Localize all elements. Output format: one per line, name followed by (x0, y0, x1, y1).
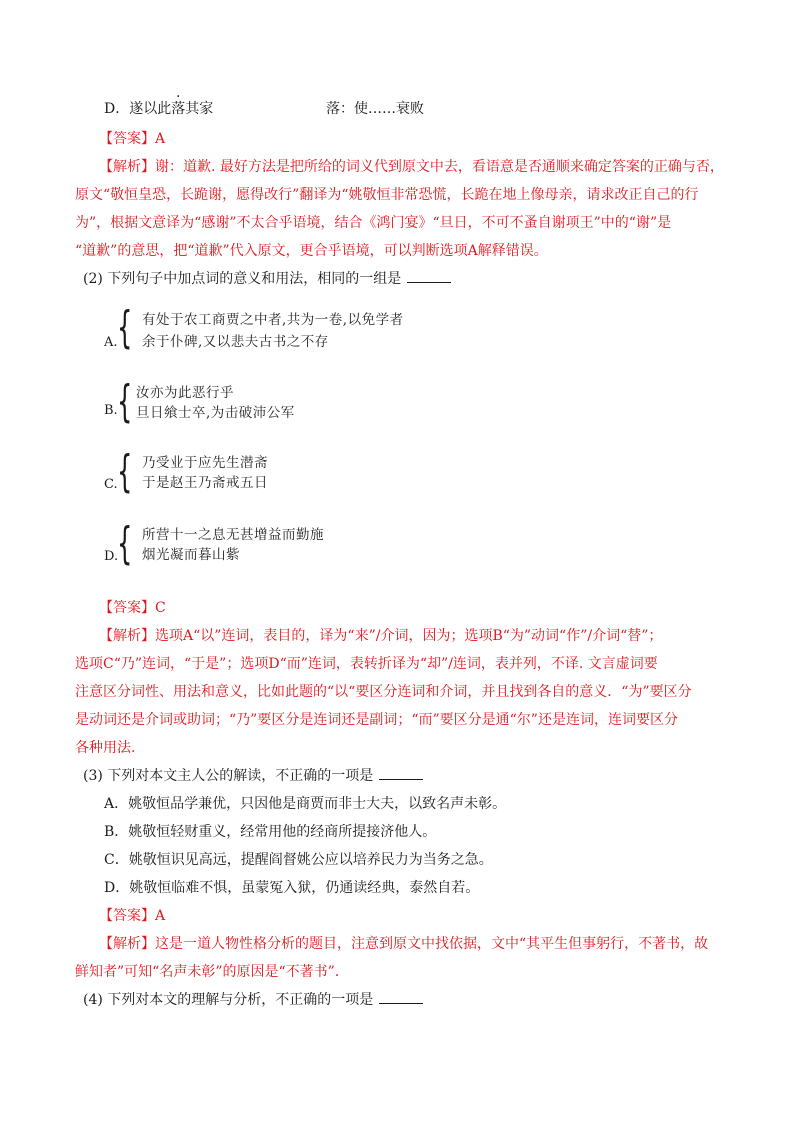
q2-option-d-sentence-1: 所营十一之息无甚增益而勤施 (142, 527, 324, 543)
q4-stem (83, 989, 423, 1011)
analysis-text: 这是一道人物性格分析的题目，注意到原文中找依据，文中“其平生但事躬行，不著书，故 (155, 936, 709, 952)
q2-option-a-sentence-2: 余于仆碑,又以悲夫古书之不存 (142, 334, 329, 350)
analysis-tag: 【解析】 (99, 628, 155, 644)
q3-option-a: A．姚敬恒品学兼优，只因他是商贾而非士大夫，以致名声未彰。 (104, 796, 507, 812)
q3-stem-text: (3) 下列对本文主人公的解读，不正确的一项是 (83, 768, 374, 784)
q3-option-b: B．姚敬恒轻财重义，经常用他的经商所提接济他人。 (104, 824, 437, 840)
q1-analysis-line-4: “道歉”的意思，把“道歉”代入原文，更合乎语境，可以判断选项A解释错误。 (75, 243, 548, 259)
q2-analysis-line-4: 是动词还是介词或助词；“乃”要区分是连词还是副词；“而”要区分是通“尔”还是连词，连词要区分 (75, 712, 678, 728)
answer-value: A (155, 131, 166, 147)
q1-analysis-line-1 (99, 156, 724, 178)
q2-option-d-label: D. (104, 549, 119, 564)
q2-analysis-line-5: 各种用法. (75, 740, 136, 756)
q3-analysis-line-1 (99, 933, 708, 955)
q2-option-b-sentence-2: 旦日飨士卒,为击破沛公军 (136, 405, 295, 421)
q4-stem-text: (4) 下列对本文的理解与分析，不正确的一项是 (83, 992, 374, 1008)
q1-answer (99, 128, 165, 150)
q3-answer (99, 905, 165, 927)
q1-option-d-meaning: 落：使……衰败 (326, 101, 424, 117)
q3-option-c: C．姚敬恒识见高远，提醒阎督姚公应以培养民力为当务之急。 (104, 852, 493, 868)
q2-option-c-label: C. (104, 477, 118, 492)
brace-icon: { (117, 446, 133, 497)
q2-stem-text: (2) 下列句子中加点词的意义和用法，相同的一组是 (83, 271, 402, 287)
q1-option-d-label: D．遂以此 (104, 101, 172, 117)
answer-tag: 【答案】 (99, 600, 155, 616)
analysis-tag: 【解析】 (99, 159, 155, 175)
q2-stem (83, 268, 451, 290)
answer-blank (379, 991, 423, 1004)
answer-blank (407, 270, 451, 283)
q1-option-d-rest: 其家 (185, 101, 214, 117)
analysis-text: 选项A“以”连词，表目的，译为“来”/介词，因为；选项B“为”动词“作”/介词“替”； (155, 628, 663, 644)
q2-option-c-sentence-1: 乃受业于应先生潜斋 (142, 455, 268, 471)
q3-analysis-line-2: 鲜知者”可知“名声未彰”的原因是“不著书”. (75, 964, 340, 980)
q1-analysis-line-3: 为”，根据文意译为“感谢”不太合乎语境，结合《鸿门宴》“旦日，不可不蚤自谢项王”中的“谢”是 (75, 215, 672, 231)
brace-icon: { (117, 376, 133, 427)
q2-option-a-label: A. (104, 335, 118, 350)
q2-analysis-line-3: 注意区分词性、用法和意义，比如此题的“以“要区分连词和介词，并且找到各自的意义．“为”要区分 (75, 684, 692, 700)
q2-option-b-label: B. (104, 403, 118, 418)
q2-answer (99, 597, 166, 619)
q3-option-d: D．姚敬恒临难不惧，虽蒙冤入狱，仍通读经典，泰然自若。 (104, 880, 480, 896)
q2-analysis-line-2: 选项C“乃”连词，“于是”；选项D“而”连词，表转折译为“却”/连词，表并列，不译. 文言虚词要 (75, 656, 658, 672)
q2-option-b-sentence-1: 汝亦为此恶行乎 (136, 385, 234, 401)
answer-tag: 【答案】 (99, 131, 155, 147)
answer-blank (379, 767, 423, 780)
q1-option-d-dotted-word: 落 (171, 101, 186, 117)
q1-analysis-line-2: 原文“敬恒皇恐，长跪谢，愿得改行”翻译为“姚敬恒非常恐慌，长跪在地上像母亲，请求改正自己的行 (75, 187, 699, 203)
q2-option-c-sentence-2: 于是赵王乃斋戒五日 (142, 475, 268, 491)
analysis-tag: 【解析】 (99, 936, 155, 952)
brace-icon: { (117, 518, 133, 569)
q2-analysis-line-1 (99, 625, 662, 647)
q1-option-d (104, 98, 213, 120)
q2-option-a-sentence-1: 有处于农工商贾之中者,共为一卷,以免学者 (142, 312, 404, 328)
answer-value: A (155, 908, 166, 924)
answer-value: C (155, 600, 166, 616)
q2-option-d-sentence-2: 烟光凝而暮山紫 (142, 547, 240, 563)
analysis-text: 谢：道歉. 最好方法是把所给的词义代到原文中去，看语意是否通顺来确定答案的正确与否， (155, 159, 724, 175)
q3-stem (83, 765, 423, 787)
brace-icon: { (117, 302, 133, 353)
answer-tag: 【答案】 (99, 908, 155, 924)
